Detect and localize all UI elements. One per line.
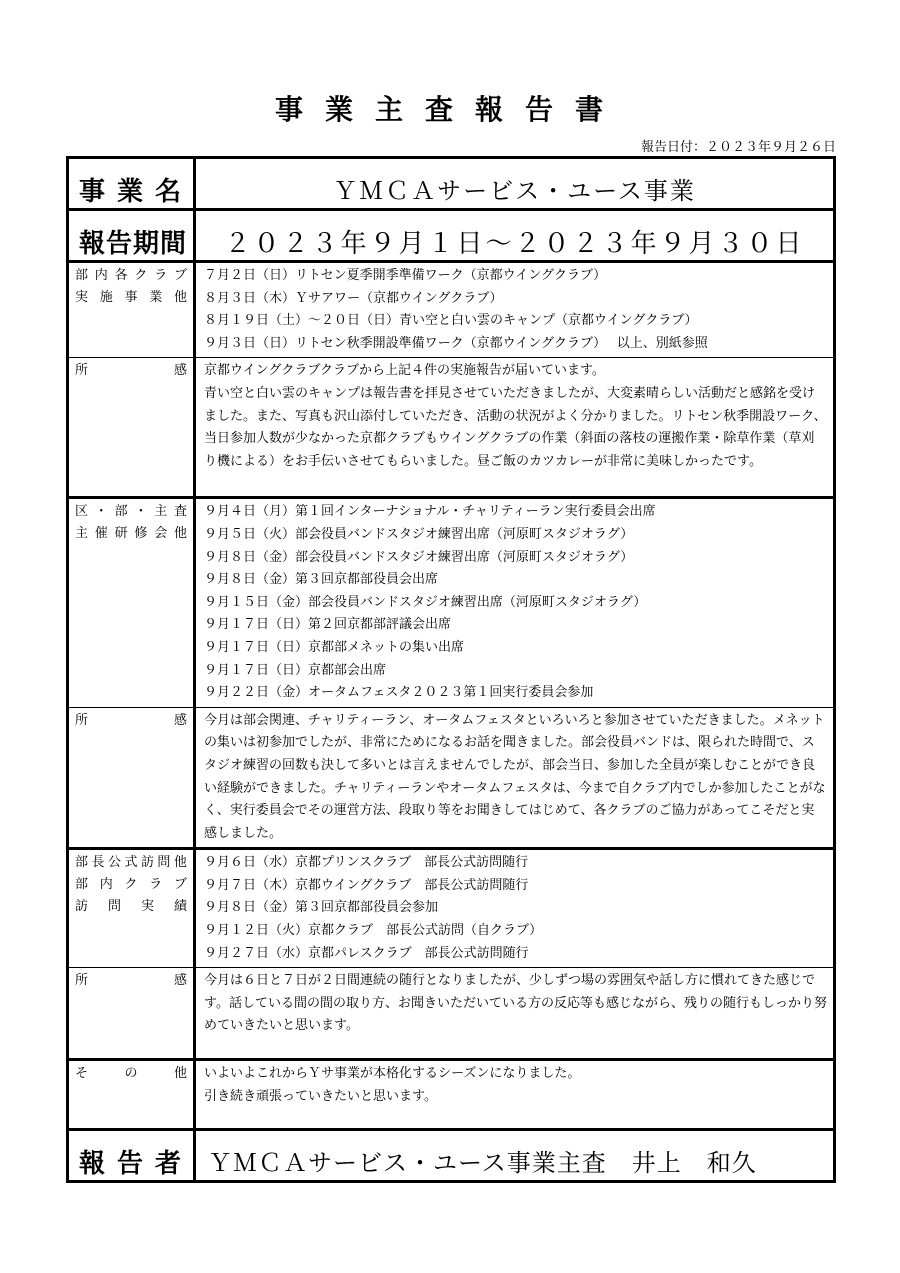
list-item: ９月６日（水）京都プリンスクラブ 部長公式訪問随行 — [204, 855, 529, 871]
section2-row — [68, 498, 835, 707]
section1-label-cell — [68, 262, 195, 358]
reporter-value: ＹＭＣＡサービス・ユース事業主査 井上 和久 — [208, 1149, 757, 1178]
impression-text: 今月は６日と７日が２日間連続の随行となりましたが、少しずつ場の雰囲気や話し方に慣れてきた感じです。話している間の間の取り方、お聞きいただいている方の反応等も感じながら、残りの随行もしっかり努めていきたいと思います。 — [204, 973, 827, 1034]
other-text-cell — [195, 1060, 835, 1130]
list-item: ９月１５日（金）部会役員バンドスタジオ練習出席（河原町スタジオラグ） — [204, 594, 647, 610]
section3-impression-row — [68, 968, 835, 1060]
section1-impression-cell — [195, 358, 835, 498]
other-text: いよいよこれからＹサ事業が本格化するシーズンになりました。 引き続き頑張っていきたいと思います。 — [204, 1066, 581, 1104]
project-value: ＹＭＣＡサービス・ユース事業 — [333, 177, 696, 205]
other-label: そ の 他 — [75, 1066, 187, 1082]
list-item: ７月２日（日）リトセン夏季開季準備ワーク（京都ウイングクラブ） — [204, 268, 607, 283]
period-row — [68, 210, 835, 262]
section2-label-line: 主 催 研 修 会 他 — [75, 526, 187, 542]
report-table — [66, 156, 836, 1183]
section3-label-cell — [68, 849, 195, 968]
section2-impression-label-cell — [68, 707, 195, 849]
section2-impression-row — [68, 707, 835, 849]
other-row — [68, 1060, 835, 1130]
section3-row — [68, 849, 835, 968]
other-label-cell — [68, 1060, 195, 1130]
section1-items-cell — [195, 262, 835, 358]
reporter-label: 報告者 — [79, 1149, 194, 1180]
list-item: ９月１７日（日）京都部会出席 — [204, 662, 387, 678]
list-item: ９月４日（月）第１回インターナショナル・チャリティーラン実行委員会出席 — [204, 504, 656, 520]
section1-label-line: 部 内 各 ク ラ ブ — [75, 268, 187, 283]
reporter-value-cell — [195, 1130, 835, 1182]
list-item: ９月７日（木）京都ウイングクラブ 部長公式訪問随行 — [204, 877, 529, 893]
section2-items-cell — [195, 498, 835, 707]
section1-impression-label-cell — [68, 358, 195, 498]
period-value-cell — [195, 210, 835, 262]
impression-label: 所 感 — [75, 973, 187, 989]
list-item: ９月１２日（火）京都クラブ 部長公式訪問（自クラブ） — [204, 923, 543, 939]
project-label: 事業名 — [79, 177, 194, 207]
section1-label-line: 実 施 事 業 他 — [75, 290, 187, 305]
impression-text: 今月は部会関連、チャリティーラン、オータムフェスタといろいろと参加させていただきました。メネットの集いは初参加でしたが、非常にためになるお話を聞きました。部会役員バンドは、限られた時間で、スタジオ練習の回数も決して多いとは言えませんでしたが、部会当日、参加した全員が楽しむことができ良い経験ができました。チャリティーランやオータムフェスタは、今まで自クラブ内でしか参加したことがなく、実行委員会でその運営方法、段取り等をお聞きしてはじめて、各クラブのご協力があってこそだと実感しました。 — [204, 712, 826, 841]
period-value: ２０２３年９月１日～２０２３年９月３０日 — [224, 229, 805, 259]
list-item: ９月３日（日）リトセン秋季開設準備ワーク（京都ウイングクラブ） 以上、別紙参照 — [204, 335, 708, 351]
section2-label-line: 区 ・ 部 ・ 主 査 — [75, 504, 187, 520]
impression-label: 所 感 — [75, 712, 187, 728]
reporter-label-cell — [68, 1130, 195, 1182]
section3-label-line: 訪 問 実 績 — [75, 899, 187, 915]
impression-label: 所 感 — [75, 363, 187, 379]
section3-items-cell — [195, 849, 835, 968]
list-item: ９月１７日（日）京都部メネットの集い出席 — [204, 639, 465, 655]
list-item: ９月１７日（日）第２回京都部評議会出席 — [204, 617, 452, 633]
section3-label-line: 部 内 ク ラ ブ — [75, 877, 187, 893]
impression-text: 京都ウイングクラブクラブから上記４件の実施報告が届いています。 青い空と白い雲のキャンプは報告書を拝見させていただきましたが、大変素晴らしい活動だと感銘を受けました。また、写真も沢山添付していただき、活動の状況がよく分かりました。リトセン秋季開設ワーク、当日参加人数が少なかった京都クラブもウイングクラブの作業（斜面の落枝の運搬作業・除草作業（草刈り機による）をお手伝いさせてもらいました。昼ご飯のカツカレーが非常に美味しかったです。 — [204, 363, 827, 469]
period-label-cell — [68, 210, 195, 262]
section3-impression-label-cell — [68, 968, 195, 1060]
project-label-cell — [68, 158, 195, 210]
project-row — [68, 158, 835, 210]
list-item: ８月１９日（土）～２０日（日）青い空と白い雲のキャンプ（京都ウイングクラブ） — [204, 313, 698, 329]
section3-label-line: 部 長 公 式 訪 問 他 — [75, 855, 187, 871]
list-item: ９月８日（金）第３回京都部役員会参加 — [204, 900, 439, 916]
list-item: ９月２２日（金）オータムフェスタ２０２３第１回実行委員会参加 — [204, 685, 594, 701]
reporter-row — [68, 1130, 835, 1182]
list-item: ９月５日（火）部会役員バンドスタジオ練習出席（河原町スタジオラグ） — [204, 526, 634, 542]
section2-label-cell — [68, 498, 195, 707]
list-item: ８月３日（木）Ｙサアワー（京都ウイングクラブ） — [204, 290, 503, 306]
section1-impression-row — [68, 358, 835, 498]
report-date: 報告日付：２０２３年９月２６日 — [640, 140, 836, 155]
section1-row — [68, 262, 835, 358]
period-label: 報告期間 — [79, 229, 188, 259]
list-item: ９月８日（金）第３回京都部役員会出席 — [204, 572, 439, 588]
section2-impression-cell — [195, 707, 835, 849]
section3-impression-cell — [195, 968, 835, 1060]
project-value-cell — [195, 158, 835, 210]
list-item: ９月８日（金）部会役員バンドスタジオ練習出席（河原町スタジオラグ） — [204, 549, 634, 565]
list-item: ９月２７日（水）京都パレスクラブ 部長公式訪問随行 — [204, 945, 529, 961]
document-title: 事業主査報告書 — [274, 93, 625, 126]
